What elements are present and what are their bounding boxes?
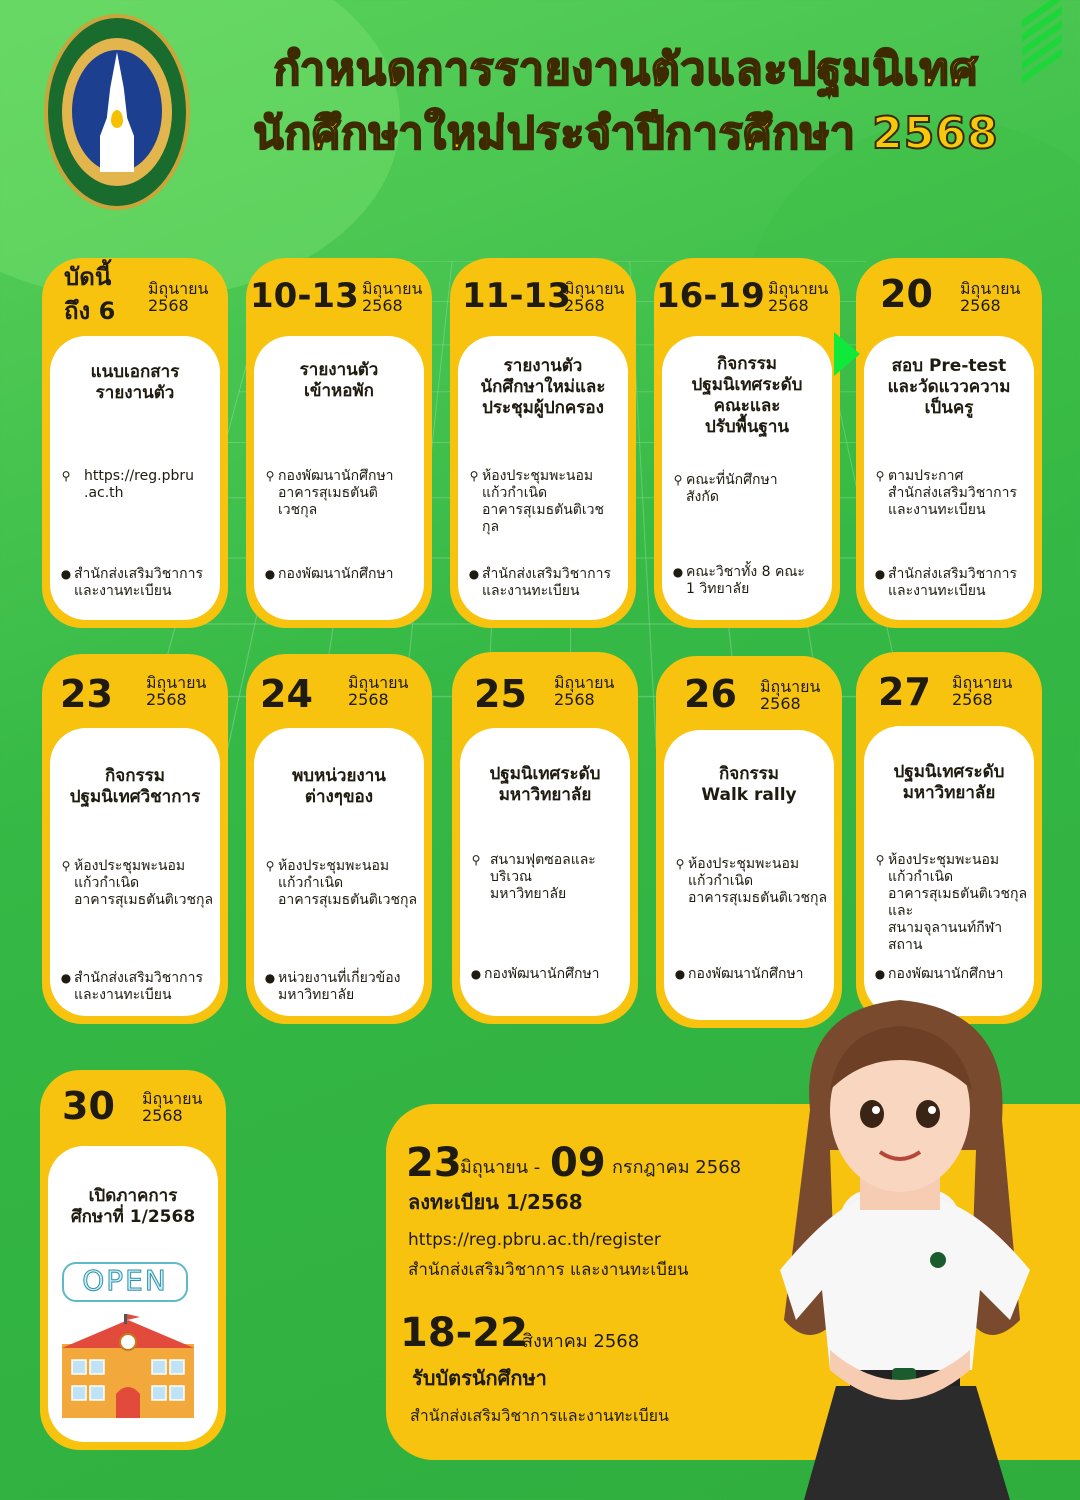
card-location: ห้องประชุมพะนอม แก้วกำเนิด อาคารสุเมธตันติเวช กุล: [482, 468, 605, 535]
schedule-card: [450, 258, 636, 628]
card-title: รายงานตัว นักศึกษาใหม่และ ประชุมผู้ปกครอง: [480, 356, 606, 418]
card-date: 10-13: [250, 276, 359, 316]
schedule-card: [856, 652, 1042, 1024]
person-icon: ●: [874, 967, 886, 981]
card-month: มิถุนายน 2568: [146, 673, 207, 709]
card-date: บัดนี้ ถึง 6: [64, 263, 116, 325]
registration-title: ลงทะเบียน 1/2568: [408, 1190, 583, 1214]
card-date: 26: [684, 672, 737, 716]
card-title: พบหน่วยงาน ต่างๆของ: [292, 766, 386, 807]
person-icon: ●: [874, 567, 886, 581]
map-pin-icon: ⚲: [469, 469, 479, 483]
card-month: มิถุนายน 2568: [960, 279, 1021, 315]
card-owner: กองพัฒนานักศึกษา: [888, 966, 1004, 982]
card-location: ห้องประชุมพะนอม แก้วกำเนิด อาคารสุเมธตันติเวชกุล: [278, 858, 418, 908]
card-month: มิถุนายน 2568: [554, 673, 615, 709]
card-title: กิจกรรม Walk rally: [701, 764, 797, 805]
card-date: 16-19: [656, 276, 765, 316]
registration-month-start: มิถุนายน -: [460, 1157, 541, 1178]
open-sign: OPEN: [62, 1262, 188, 1302]
schedule-card: [42, 654, 228, 1024]
schedule-card: [656, 656, 842, 1028]
card-location: ห้องประชุมพะนอม แก้วกำเนิด อาคารสุเมธตันติเวชกุล: [74, 858, 214, 908]
card-owner: สำนักส่งเสริมวิชาการ และงานทะเบียน: [888, 566, 1017, 599]
person-icon: ●: [264, 567, 276, 581]
card-date: 24: [260, 672, 313, 716]
decoration-arrow: [834, 332, 860, 376]
registration-url[interactable]: https://reg.pbru.ac.th/register: [408, 1230, 661, 1250]
school-building-icon: [62, 1314, 194, 1418]
person-icon: ●: [468, 567, 480, 581]
card-owner: หน่วยงานที่เกี่ยวข้อง มหาวิทยาลัย: [278, 970, 401, 1003]
person-icon: ●: [672, 565, 684, 579]
card-date: 11-13: [462, 276, 571, 316]
person-icon: ●: [60, 567, 72, 581]
card-title: แนบเอกสาร รายงานตัว: [90, 362, 180, 403]
card-date: 25: [474, 672, 527, 716]
registration-month-end: กรกฎาคม 2568: [612, 1157, 742, 1178]
person-icon: ●: [264, 971, 276, 985]
id-card-month: สิงหาคม 2568: [522, 1331, 640, 1352]
card-location: ตามประกาศ สำนักส่งเสริมวิชาการ และงานทะเบียน: [888, 468, 1017, 518]
card-date: 20: [880, 272, 933, 316]
map-pin-icon: ⚲: [471, 853, 481, 867]
person-icon: ●: [60, 971, 72, 985]
card-owner: กองพัฒนานักศึกษา: [484, 966, 600, 982]
page-title-line1: กำหนดการรายงานตัวและปฐมนิเทศ: [273, 44, 979, 95]
id-card-owner: สำนักส่งเสริมวิชาการและงานทะเบียน: [410, 1406, 669, 1425]
page-title-line2: นักศึกษาใหม่ประจำปีการศึกษา 2568: [253, 108, 999, 159]
card-month: มิถุนายน 2568: [760, 677, 821, 713]
card-title: เปิดภาคการ ศึกษาที่ 1/2568: [70, 1186, 196, 1227]
schedule-card: [452, 652, 638, 1024]
card-month: มิถุนายน 2568: [768, 279, 829, 315]
card-month: มิถุนายน 2568: [348, 673, 409, 709]
map-pin-icon: ⚲: [675, 857, 685, 871]
card-title: กิจกรรม ปฐมนิเทศระดับ คณะและ ปรับพื้นฐาน: [691, 354, 803, 437]
card-location: กองพัฒนานักศึกษา อาคารสุเมธตันติ เวชกุล: [278, 468, 394, 518]
map-pin-icon: ⚲: [875, 853, 885, 867]
schedule-card: [246, 654, 432, 1024]
card-location: ห้องประชุมพะนอม แก้วกำเนิด อาคารสุเมธตันติเวชกุล และ สนามจุลานนท์กีฬา สถาน: [888, 852, 1028, 953]
card-owner: สำนักส่งเสริมวิชาการ และงานทะเบียน: [482, 566, 611, 599]
card-month: มิถุนายน 2568: [564, 279, 625, 315]
card-month: มิถุนายน 2568: [142, 1089, 203, 1125]
schedule-card: [246, 258, 432, 628]
card-owner: กองพัฒนานักศึกษา: [688, 966, 804, 982]
card-location: คณะที่นักศึกษา สังกัด: [686, 472, 778, 505]
schedule-card: [42, 258, 228, 628]
map-pin-icon: ⚲: [61, 469, 71, 483]
card-date: 23: [60, 672, 113, 716]
card-title: ปฐมนิเทศระดับ มหาวิทยาลัย: [489, 764, 601, 805]
card-owner: คณะวิชาทั้ง 8 คณะ 1 วิทยาลัย: [686, 564, 805, 597]
card-month: มิถุนายน 2568: [952, 673, 1013, 709]
registration-day-start: 23: [406, 1140, 462, 1186]
map-pin-icon: ⚲: [265, 859, 275, 873]
card-owner: สำนักส่งเสริมวิชาการ และงานทะเบียน: [74, 970, 203, 1003]
card-title: ปฐมนิเทศระดับ มหาวิทยาลัย: [893, 762, 1005, 803]
card-location: ห้องประชุมพะนอม แก้วกำเนิด อาคารสุเมธตันติเวชกุล: [688, 856, 828, 906]
university-logo: [44, 14, 190, 210]
map-pin-icon: ⚲: [875, 469, 885, 483]
registration-day-end: 09: [550, 1140, 606, 1186]
id-card-title: รับบัตรนักศึกษา: [412, 1366, 547, 1390]
person-icon: ●: [470, 967, 482, 981]
card-owner: สำนักส่งเสริมวิชาการ และงานทะเบียน: [74, 566, 203, 599]
person-icon: ●: [674, 967, 686, 981]
card-title: สอบ Pre-test และวัดแววความ เป็นครู: [887, 356, 1011, 418]
map-pin-icon: ⚲: [673, 473, 683, 487]
map-pin-icon: ⚲: [265, 469, 275, 483]
schedule-card: [856, 258, 1042, 628]
registration-owner: สำนักส่งเสริมวิชาการ และงานทะเบียน: [408, 1260, 689, 1280]
card-title: รายงานตัว เข้าหอพัก: [299, 360, 379, 401]
id-card-day: 18-22: [400, 1310, 528, 1356]
card-location: สนามฟุตซอลและ บริเวณ มหาวิทยาลัย: [490, 852, 596, 902]
card-date: 30: [62, 1084, 115, 1128]
card-month: มิถุนายน 2568: [148, 279, 209, 315]
card-owner: กองพัฒนานักศึกษา: [278, 566, 394, 582]
card-location: https://reg.pbru .ac.th: [84, 468, 194, 501]
map-pin-icon: ⚲: [61, 859, 71, 873]
card-month: มิถุนายน 2568: [362, 279, 423, 315]
student-illustration: [740, 990, 1060, 1500]
schedule-card: [654, 258, 840, 628]
card-date: 27: [878, 670, 931, 714]
card-title: กิจกรรม ปฐมนิเทศวิชาการ: [69, 766, 201, 807]
